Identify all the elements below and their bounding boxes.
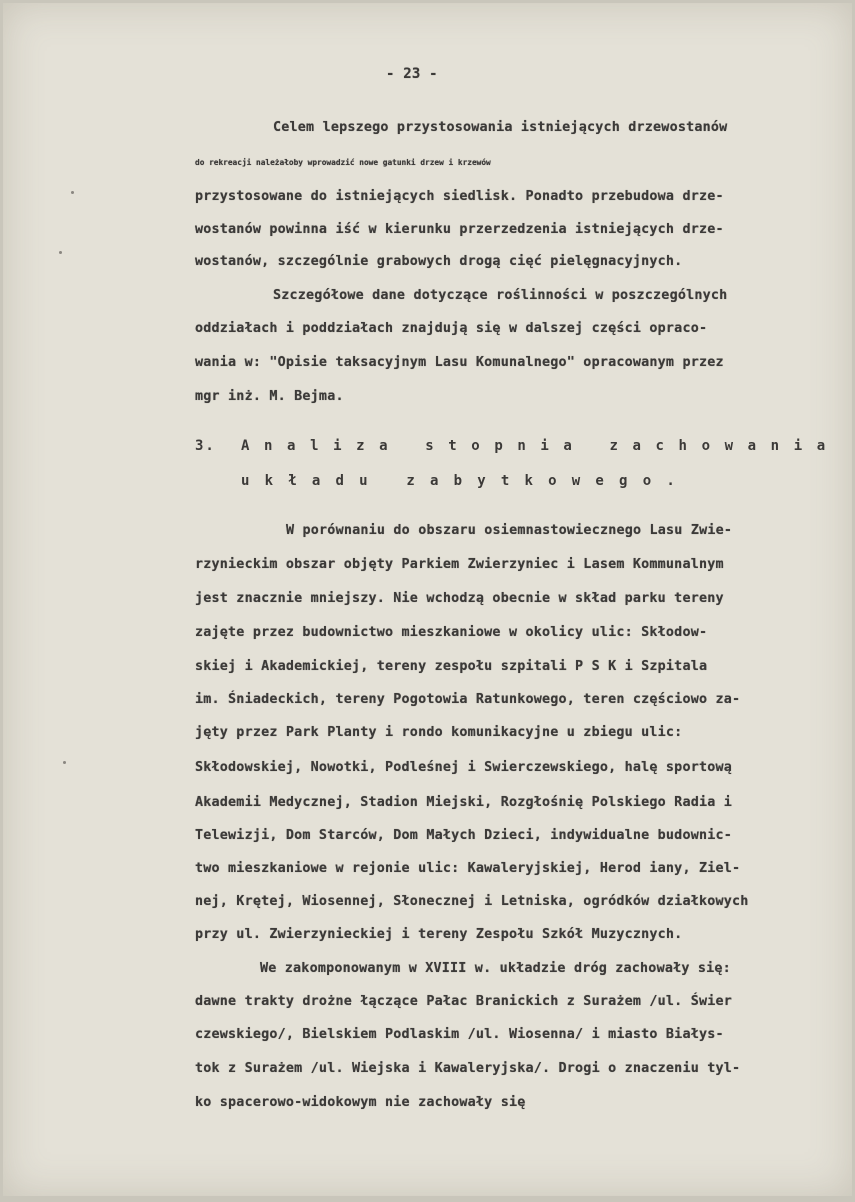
text-line: czewskiego/, Bielskiem Podlaskim /ul. Wiosenna/ i miasto Białys- bbox=[195, 1027, 724, 1042]
text-line: nej, Krętej, Wiosennej, Słonecznej i Letniska, ogródków działkowych bbox=[195, 894, 749, 909]
text-line: do rekreacji należałoby wprowadzić nowe gatunki drzew i krzewów bbox=[195, 158, 491, 167]
text-line: rzynieckim obszar objęty Parkiem Zwierzyniec i Lasem Kommunalnym bbox=[195, 557, 724, 572]
text-line: Telewizji, Dom Starców, Dom Małych Dzieci, indywidualne budownic- bbox=[195, 828, 733, 843]
text-line: tok z Surażem /ul. Wiejska i Kawaleryjska/. Drogi o znaczeniu tyl- bbox=[195, 1061, 741, 1076]
section-number: 3. bbox=[195, 438, 216, 454]
punch-hole-mark bbox=[59, 251, 62, 254]
text-line: two mieszkaniowe w rejonie ulic: Kawaleryjskiej, Herod iany, Ziel- bbox=[195, 861, 741, 876]
text-line: jęty przez Park Planty i rondo komunikacyjne u zbiegu ulic: bbox=[195, 725, 683, 740]
text-line: przystosowane do istniejących siedlisk. Ponadto przebudowa drze- bbox=[195, 189, 724, 204]
text-line: mgr inż. M. Bejma. bbox=[195, 389, 344, 404]
text-line: oddziałach i poddziałach znajdują się w dalszej części opraco- bbox=[195, 321, 708, 336]
document-page bbox=[3, 3, 852, 1196]
text-line: W porównaniu do obszaru osiemnastowiecznego Lasu Zwie- bbox=[286, 523, 733, 538]
text-line: im. Śniadeckich, tereny Pogotowia Ratunkowego, teren częściowo za- bbox=[195, 692, 741, 707]
punch-hole-mark bbox=[63, 761, 66, 764]
text-line: wostanów powinna iść w kierunku przerzedzenia istniejących drze- bbox=[195, 222, 724, 237]
text-line: zajęte przez budownictwo mieszkaniowe w okolicy ulic: Skłodow- bbox=[195, 625, 708, 640]
text-line: We zakomponowanym w XVIII w. układzie dróg zachowały się: bbox=[260, 961, 731, 976]
text-line: wostanów, szczególnie grabowych drogą cięć pielęgnacyjnych. bbox=[195, 254, 683, 269]
text-line: skiej i Akademickiej, tereny zespołu szpitali P S K i Szpitala bbox=[195, 659, 708, 674]
text-line: Szczegółowe dane dotyczące roślinności w poszczególnych bbox=[273, 288, 728, 303]
text-line: Akademii Medycznej, Stadion Miejski, Rozgłośnię Polskiego Radia i bbox=[195, 795, 733, 810]
section-title-line-1: Analiza stopnia zachowania bbox=[241, 438, 840, 454]
page-number: - 23 - bbox=[386, 66, 438, 82]
text-line: jest znacznie mniejszy. Nie wchodzą obecnie w skład parku tereny bbox=[195, 591, 724, 606]
text-line: ko spacerowo-widokowym nie zachowały się bbox=[195, 1095, 526, 1110]
text-line: dawne trakty drożne łączące Pałac Branickich z Surażem /ul. Świer bbox=[195, 994, 733, 1009]
punch-hole-mark bbox=[71, 191, 74, 194]
text-line: Skłodowskiej, Nowotki, Podleśnej i Swierczewskiego, halę sportową bbox=[195, 760, 733, 775]
text-line: wania w: "Opisie taksacyjnym Lasu Komunalnego" opracowanym przez bbox=[195, 355, 724, 370]
text-line: przy ul. Zwierzynieckiej i tereny Zespołu Szkół Muzycznych. bbox=[195, 927, 683, 942]
text-line: Celem lepszego przystosowania istniejących drzewostanów bbox=[273, 120, 728, 135]
section-title-line-2: układu zabytkowego. bbox=[241, 473, 690, 489]
